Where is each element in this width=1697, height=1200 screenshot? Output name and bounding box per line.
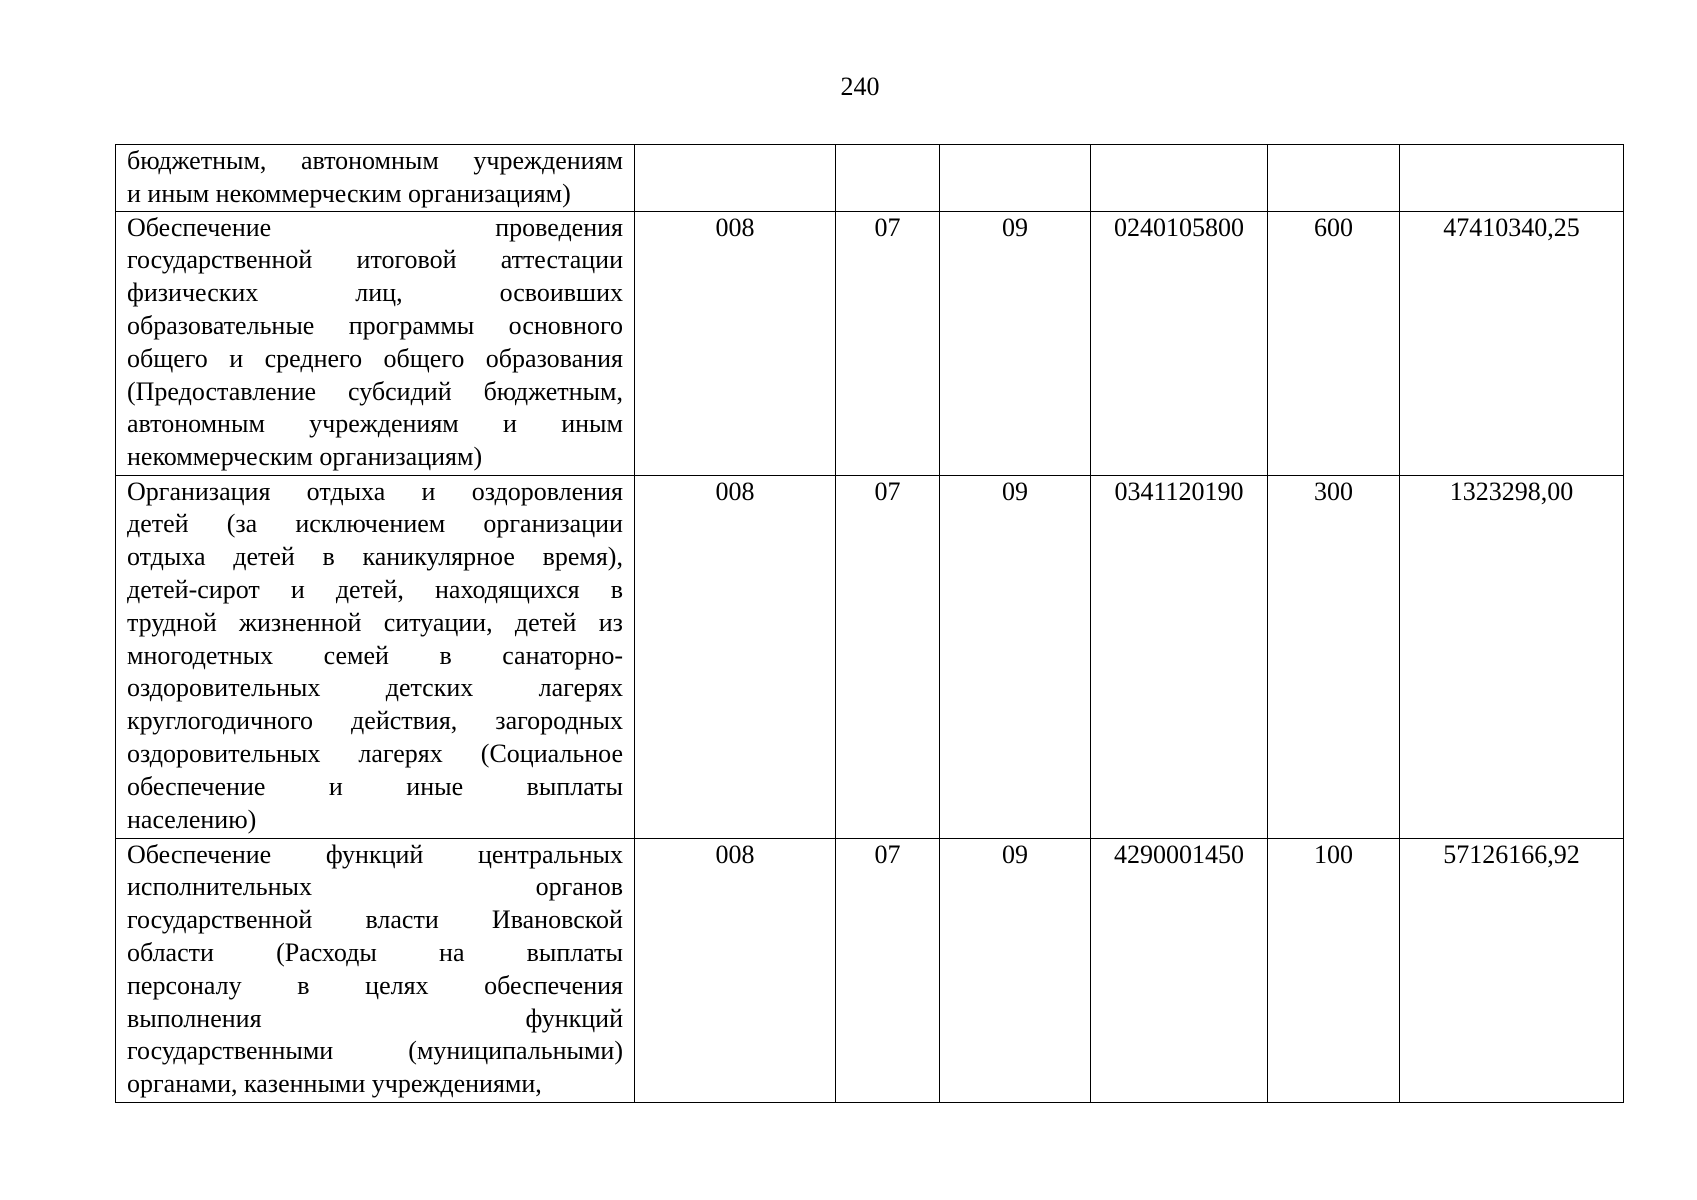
description-line: оздоровительных лагерях (Социальное xyxy=(127,738,623,768)
row-description xyxy=(116,838,635,1102)
description-line: Обеспечение проведения xyxy=(127,212,623,242)
description-line: обеспечение и иные выплаты xyxy=(127,771,623,801)
ministry-code-cell: 008 xyxy=(635,838,836,1102)
table-row xyxy=(116,475,1624,838)
amount-cell: 57126166,92 xyxy=(1400,838,1624,1102)
target-article-cell: 4290001450 xyxy=(1091,838,1268,1102)
description-line: и иным некоммерческим организациям) xyxy=(127,178,571,208)
row-description xyxy=(116,475,635,838)
description-line: оздоровительных детских лагерях xyxy=(127,673,623,703)
description-line: области (Расходы на выплаты xyxy=(127,937,623,967)
target-article-cell: 0240105800 xyxy=(1091,211,1268,475)
table-row xyxy=(116,838,1624,1102)
description-line: исполнительных органов xyxy=(127,872,623,902)
description-line: трудной жизненной ситуации, детей из xyxy=(127,607,623,637)
subsection-code-cell xyxy=(940,145,1091,212)
description-line: автономным учреждениям и иным xyxy=(127,409,623,439)
expense-type-cell: 600 xyxy=(1268,211,1400,475)
page-number: 240 xyxy=(840,72,880,101)
amount-cell: 1323298,00 xyxy=(1400,475,1624,838)
description-line: населению) xyxy=(127,804,257,834)
description-line: государственными (муниципальными) xyxy=(127,1036,623,1066)
amount-cell xyxy=(1400,145,1624,212)
table-row xyxy=(116,211,1624,475)
ministry-code-cell xyxy=(635,145,836,212)
description-line: детей-сирот и детей, находящихся в xyxy=(127,574,623,604)
description-line: общего и среднего общего образования xyxy=(127,343,623,373)
table-body xyxy=(116,145,1624,1103)
description-line: многодетных семей в санаторно- xyxy=(127,640,623,670)
expense-type-cell: 100 xyxy=(1268,838,1400,1102)
ministry-code-cell: 008 xyxy=(635,211,836,475)
section-code-cell xyxy=(836,145,940,212)
amount-cell: 47410340,25 xyxy=(1400,211,1624,475)
description-line: бюджетным, автономным учреждениям xyxy=(127,146,623,175)
expense-type-cell xyxy=(1268,145,1400,212)
expense-type-cell: 300 xyxy=(1268,475,1400,838)
row-description xyxy=(116,211,635,475)
section-code-cell: 07 xyxy=(836,838,940,1102)
target-article-cell: 0341120190 xyxy=(1091,475,1268,838)
description-line: физических лиц, освоивших xyxy=(127,278,623,308)
description-line: некоммерческим организациям) xyxy=(127,442,483,472)
section-code-cell: 07 xyxy=(836,211,940,475)
ministry-code-cell: 008 xyxy=(635,475,836,838)
description-line: государственной итоговой аттестации xyxy=(127,245,623,275)
description-line: Обеспечение функций центральных xyxy=(127,839,623,869)
table-row xyxy=(116,145,1624,212)
subsection-code-cell: 09 xyxy=(940,475,1091,838)
description-line: органами, казенными учреждениями, xyxy=(127,1069,542,1099)
target-article-cell xyxy=(1091,145,1268,212)
description-line: Организация отдыха и оздоровления xyxy=(127,476,623,506)
row-description xyxy=(116,145,635,212)
section-code-cell: 07 xyxy=(836,475,940,838)
subsection-code-cell: 09 xyxy=(940,838,1091,1102)
description-line: государственной власти Ивановской xyxy=(127,905,623,935)
description-line: круглогодичного действия, загородных xyxy=(127,706,623,736)
description-line: детей (за исключением организации xyxy=(127,509,623,539)
budget-table xyxy=(115,144,1624,1103)
description-line: отдыха детей в каникулярное время), xyxy=(127,542,623,572)
description-line: выполнения функций xyxy=(127,1003,623,1033)
description-line: образовательные программы основного xyxy=(127,310,623,340)
subsection-code-cell: 09 xyxy=(940,211,1091,475)
description-line: персоналу в целях обеспечения xyxy=(127,970,623,1000)
description-line: (Предоставление субсидий бюджетным, xyxy=(127,376,623,406)
